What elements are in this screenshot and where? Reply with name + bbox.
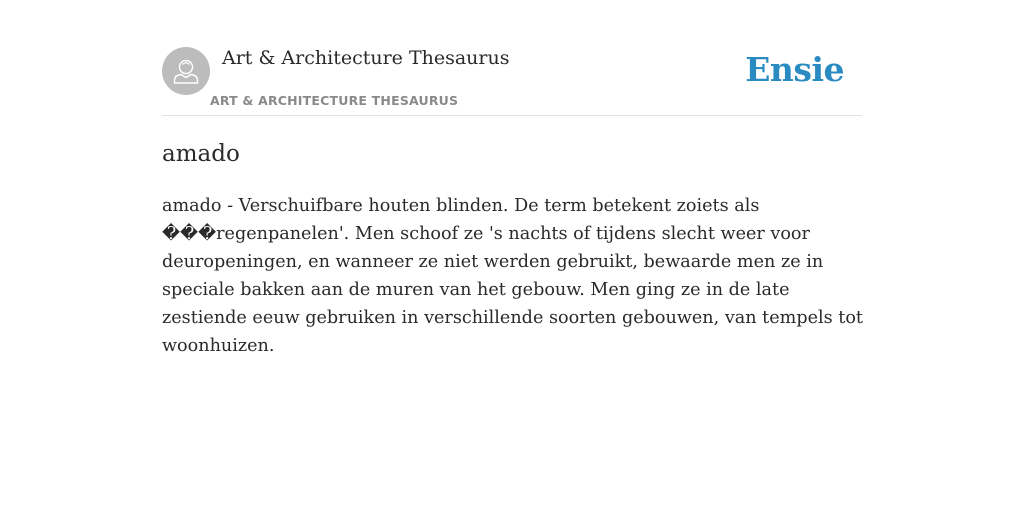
source-subtitle[interactable]: ART & ARCHITECTURE THESAURUS: [210, 93, 459, 108]
source-title[interactable]: Art & Architecture Thesaurus: [222, 47, 510, 69]
source-avatar[interactable]: [162, 47, 210, 95]
entry-term: amado: [162, 141, 240, 167]
user-silhouette-icon: [162, 47, 210, 95]
entry-definition: amado - Verschuifbare houten blinden. De term betekent zoiets als ���regenpanelen'. Men schoof ze 's nachts of tijdens slecht weer voor deuropeningen, en wanneer ze niet werden gebruikt, bewaarde men ze in speciale bakken aan de muren van het gebouw. Men ging ze in de late zestiende eeuw gebruiken in verschillende soorten gebouwen, van tempels tot woonhuizen.: [162, 196, 863, 356]
ensie-logo[interactable]: Ensie: [745, 50, 844, 89]
content-container: [162, 0, 863, 356]
source-header: [162, 0, 862, 116]
